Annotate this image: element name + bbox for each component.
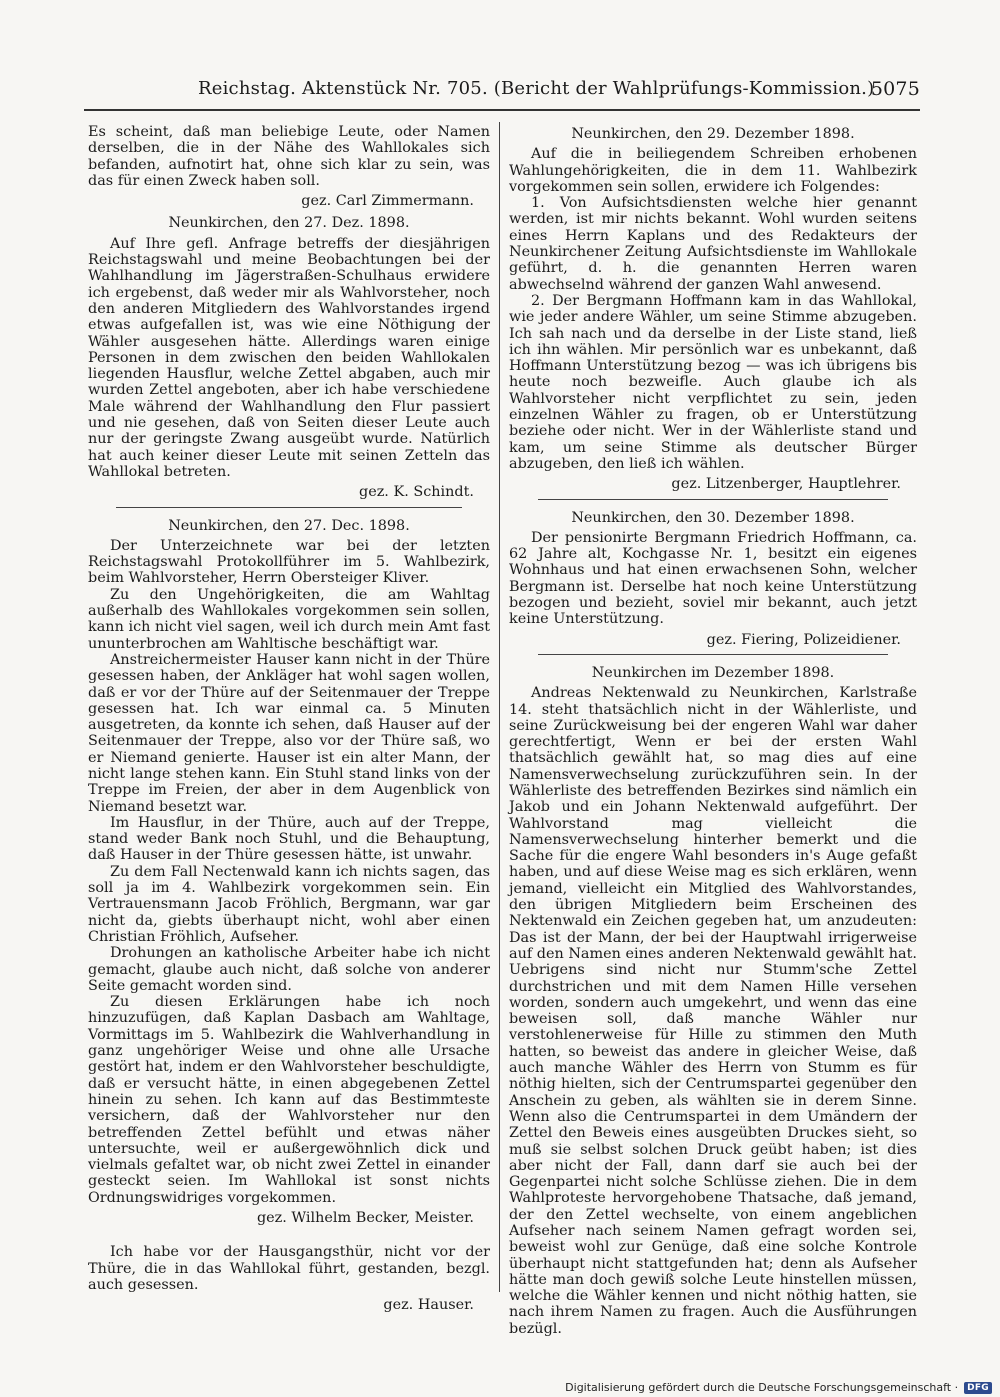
- paragraph: Auf Ihre gefl. Anfrage betreffs der diesjährigen Reichstagswahl und meine Beobachtungen bei der Wahlhandlung im Jägerstraßen-Schulhaus erwidere ich ergebenst, daß weder mir als Wahlvorsteher, noch den anderen Mitgliedern des Wahlvorstandes irgend etwas aufgefallen ist, was wie eine Nöthigung der Wähler ausgesehen hätte. Allerdings waren einige Personen in dem zwischen den beiden Wahllokalen liegenden Hausflur, welche Zettel abgaben, auch mir wurden Zettel angeboten, aber ich habe verschiedene Male während der Wahlhandlung den Flur passiert und nie gesehen, daß von Seiten dieser Leute auch nur der geringste Zwang ausgeübt wurde. Natürlich hat auch keiner dieser Leute mit seinen Zetteln das Wahllokal betreten.: [88, 235, 490, 480]
- column-divider: [499, 122, 500, 1292]
- paragraph: Zu dem Fall Nectenwald kann ich nichts sagen, das soll ja im 4. Wahlbezirk vorgekommen sein. Ein Vertrauensmann Jacob Fröhlich, Bergmann, war gar nicht da, giebts überhaupt nicht, wohl aber einen Christian Fröhlich, Aufseher.: [88, 863, 490, 945]
- signature: gez. Hauser.: [383, 1297, 474, 1314]
- left-column: [88, 124, 490, 1319]
- paragraph: Im Hausflur, in der Thüre, auch auf der Treppe, stand weder Bank noch Stuhl, und die Behauptung, daß Hauser in der Thüre gesessen hätte, ist unwahr.: [88, 814, 490, 864]
- paragraph: Der pensionirte Bergmann Friedrich Hoffmann, ca. 62 Jahre alt, Kochgasse Nr. 1, besitzt ein eigenes Wohnhaus und hat einen erwachsenen Sohn, welcher Bergmann ist. Derselbe hat noch keine Unterstützung bezogen und bezieht, soviel mir bekannt, auch jetzt keine Unterstützung.: [509, 529, 917, 628]
- paragraph: Der Unterzeichnete war bei der letzten Reichstagswahl Protokollführer im 5. Wahlbezirk, beim Wahlvorsteher, Herrn Obersteiger Kliver.: [88, 537, 490, 587]
- page-header: [84, 78, 920, 104]
- paragraph: Drohungen an katholische Arbeiter habe ich nicht gemacht, glaube auch nicht, daß solche von anderer Seite gemacht worden sind.: [88, 945, 490, 994]
- paragraph: Zu diesen Erklärungen habe ich noch hinzuzufügen, daß Kaplan Dasbach am Wahltage, Vormittags im 5. Wahlbezirk die Wahlverhandlung in ganz ungehöriger Weise und ohne alle Ursache gestört hat, indem er den Wahlvorsteher beschuldigte, daß er versucht hätte, in einen abgegebenen Zettel hinein zu sehen. Ich kann auf das Bestimmteste versichern, daß der Wahlvorsteher nur den betreffenden Zettel befühlt und etwas näher untersuchte, weil er außergewöhnlich dick und vielmals gefaltet war, ob nicht zwei Zettel in einander gesteckt seien. Im Wahllokal ist sonst nichts Ordnungswidriges vorgekommen.: [88, 994, 490, 1206]
- signature: gez. Carl Zimmermann.: [301, 193, 474, 210]
- paragraph: Auf die in beiliegendem Schreiben erhobenen Wahlungehörigkeiten, die in dem 11. Wahlbezirk vorgekommen sein sollen, erwidere ich Folgendes:: [509, 146, 917, 195]
- paragraph: 2. Der Bergmann Hoffmann kam in das Wahllokal, wie jeder andere Wähler, um seine Stimme abzugeben. Ich sah nach und da derselbe in der Liste stand, ließ ich ihn wählen. Mir persönlich war es unbekannt, daß Hoffmann Unterstützung bezog — was ich übrigens bis heute noch bezweifle. Auch glaube ich als Wahlvorsteher nicht verpflichtet zu sein, jeden einzelnen Wähler zu fragen, ob er Unterstützung beziehe oder nicht. Wer in der Wählerliste stand und kam, um seine Stimme als deutscher Bürger abzugeben, den ließ ich wählen.: [509, 292, 917, 472]
- right-column: [509, 124, 917, 1337]
- footer-credit: Digitalisierung gefördert durch die Deutsche Forschungsgemeinschaft ·: [565, 1381, 959, 1394]
- signature: gez. Litzenberger, Hauptlehrer.: [671, 476, 901, 493]
- section-divider: [538, 499, 889, 500]
- page-number: 5075: [870, 78, 920, 100]
- paragraph: Zu den Ungehörigkeiten, die am Wahltag außerhalb des Wahllokales vorgekommen sein sollen, kann ich nicht viel sagen, weil ich durch mein Amt fast ununterbrochen am Wahltische beschäftigt war.: [88, 586, 490, 652]
- signature: gez. K. Schindt.: [359, 484, 474, 501]
- header-rule: [84, 109, 920, 111]
- paragraph: Ich habe vor der Hausgangsthür, nicht vor der Thüre, die in das Wahllokal führt, gestanden, bezgl. auch gesessen.: [88, 1244, 490, 1293]
- paragraph: Anstreichermeister Hauser kann nicht in der Thüre gesessen haben, der Ankläger hat wohl sagen wollen, daß er vor der Thüre auf der Seitenmauer der Treppe gesessen hat. Ich war einmal ca. 5 Minuten ausgetreten, da konnte ich sehen, daß Hauser auf der Seitenmauer der Treppe, also vor der Thüre saß, wo er Niemand genierte. Hauser ist ein alter Mann, der nicht lange stehen kann. Ein Stuhl stand links von der Treppe im Freien, der aber in dem Augenblick von Niemand besetzt war.: [88, 651, 490, 815]
- section-divider: [538, 654, 889, 655]
- dateline: Neunkirchen, den 29. Dezember 1898.: [571, 126, 855, 142]
- dateline: Neunkirchen, den 30. Dezember 1898.: [571, 509, 855, 526]
- dfg-logo: DFG: [964, 1382, 992, 1394]
- dateline: Neunkirchen, den 27. Dez. 1898.: [168, 215, 410, 232]
- paragraph: Andreas Nektenwald zu Neunkirchen, Karlstraße 14. steht thatsächlich nicht in der Wählerliste, und seine Zurückweisung bei der engeren Wahl war daher gerechtfertigt, Wenn er bei der ersten Wahl thatsächlich gewählt hat, so mag dies auf eine Namensverwechselung zurückzuführen sein. In der Wählerliste des betreffenden Bezirkes sind nämlich ein Jakob und ein Johann Nektenwald aufgeführt. Der Wahlvorstand mag vielleicht die Namensverwechselung hinterher bemerkt und die Sache für die engere Wahl besonders in's Auge gefaßt haben, und auf diese Weise mag es sich erklären, wenn jemand, vielleicht ein Mitglied des Wahlvorstandes, den übrigen Mitgliedern beim Erscheinen des Nektenwald ein Zeichen gegeben hat, um anzudeuten: Das ist der Mann, der bei der Hauptwahl irrigerweise auf den Namen eines anderen Nektenwald gewählt hat. Uebrigens sind nicht nur Stumm'sche Zettel durchstrichen und mit dem Namen Hille versehen worden, sondern auch umgekehrt, und wenn das eine beweisen soll, daß manche Wähler nur verstohlenerweise für Hille zu stimmen den Muth hatten, so beweist das andere in gleicher Weise, daß auch manche Wähler des Herrn von Stumm es für nöthig hielten, sich der Centrumspartei gegenüber den Anschein zu geben, als wählten sie in derem Sinne. Wenn also die Centrumspartei in dem Umändern der Zettel den Beweis eines ausgeübten Druckes sieht, so muß sie selbst solchen Druck geübt haben; ist dies aber nicht der Fall, dann darf sie auch bei der Gegenpartei nicht solche Schlüsse ziehen. Die in dem Wahlproteste hervorgehobene Thatsache, daß jemand, der den Zettel wechselte, von einem angeblichen Aufseher nach seinem Namen gefragt worden sei, beweist wohl zur Genüge, daß eine solche Kontrole überhaupt nicht stattgefunden hat; denn als Aufseher hätte man doch gewiß solche Leute hinstellen müssen, welche die Wähler kennen und nicht nöthig hatten, sie nach ihrem Namen zu fragen. Auch die Ausführungen bezügl.: [509, 685, 917, 1337]
- dateline: Neunkirchen, den 27. Dec. 1898.: [168, 517, 410, 534]
- signature: gez. Wilhelm Becker, Meister.: [256, 1210, 474, 1226]
- running-title: Reichstag. Aktenstück Nr. 705. (Bericht der Wahlprüfungs-Kommission.): [198, 78, 875, 99]
- digitization-footer: [565, 1381, 992, 1394]
- section-divider: [116, 507, 462, 508]
- dateline: Neunkirchen im Dezember 1898.: [591, 664, 835, 681]
- paragraph: 1. Von Aufsichtsdiensten welche hier genannt werden, ist mir nichts bekannt. Wohl wurden seitens eines Herrn Kaplans und des Redakteurs der Neunkirchener Zeitung Aufsichtsdienste im Wahllokale geführt, d. h. die genannten Herren waren abwechselnd während der ganzen Wahl anwesend.: [509, 195, 917, 293]
- signature: gez. Fiering, Polizeidiener.: [706, 631, 901, 648]
- paragraph: Es scheint, daß man beliebige Leute, oder Namen derselben, die in der Nähe des Wahllokales sich befanden, aufnotirt hat, ohne sich klar zu sein, was das für einen Zweck haben soll.: [88, 124, 490, 189]
